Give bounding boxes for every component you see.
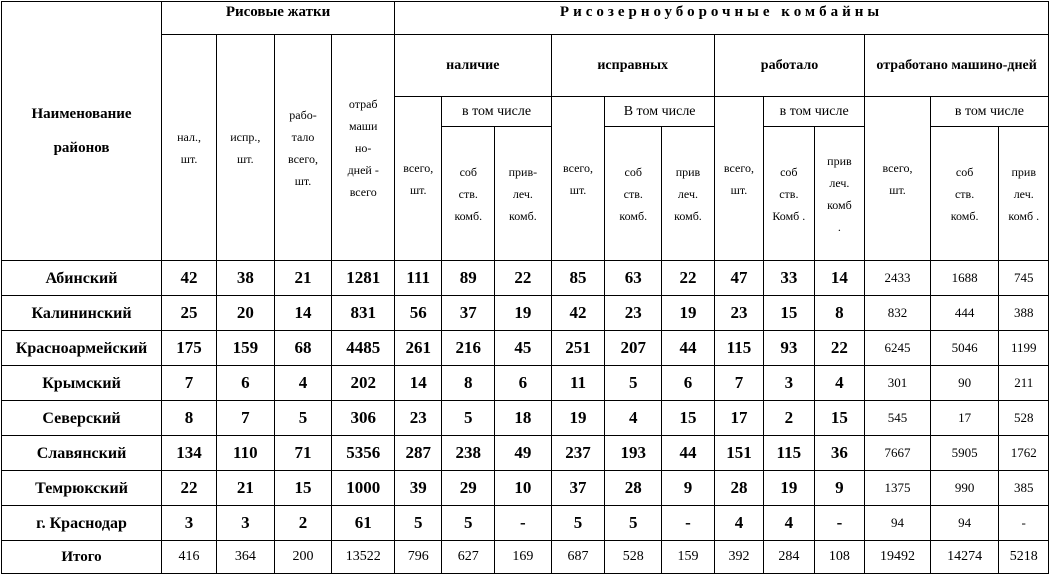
table-cell: 21: [274, 261, 332, 296]
district-name: Абинский: [2, 261, 162, 296]
name-column-header: Наименование районов: [2, 2, 162, 261]
table-cell: 9: [814, 471, 865, 506]
table-cell: 251: [551, 331, 605, 366]
table-cell: 39: [395, 471, 442, 506]
table-cell: 110: [217, 436, 275, 471]
table-cell: 4: [714, 506, 763, 541]
table-cell: 5905: [930, 436, 999, 471]
table-cell: 6245: [865, 331, 931, 366]
table-cell: 108: [814, 541, 865, 574]
table-row: [2, 331, 1049, 366]
table-cell: 18: [495, 401, 552, 436]
col-header-sobstv-2: соб ств. комб.: [605, 127, 662, 261]
table-cell: 3: [764, 366, 815, 401]
table-cell: 29: [442, 471, 495, 506]
table-cell: 68: [274, 331, 332, 366]
table-cell: 5: [274, 401, 332, 436]
col-header-ispr: испр., шт.: [217, 35, 275, 261]
table-cell: 207: [605, 331, 662, 366]
table-cell: 47: [714, 261, 763, 296]
table-row: [2, 401, 1049, 436]
col-header-vsego-1: всего, шт.: [395, 97, 442, 261]
table-cell: 19492: [865, 541, 931, 574]
table-cell: 5: [442, 401, 495, 436]
harvest-table: [1, 1, 1049, 574]
table-cell: 115: [714, 331, 763, 366]
table-cell: 831: [332, 296, 395, 331]
table-cell: 7667: [865, 436, 931, 471]
table-cell: 19: [551, 401, 605, 436]
table-cell: 4: [605, 401, 662, 436]
table-cell: 4: [274, 366, 332, 401]
table-cell: 1281: [332, 261, 395, 296]
table-cell: 94: [930, 506, 999, 541]
table-cell: 94: [865, 506, 931, 541]
col-header-rabotalo: рабо-тало всего, шт.: [274, 35, 332, 261]
table-cell: 23: [395, 401, 442, 436]
table-row: [2, 296, 1049, 331]
table-cell: 6: [217, 366, 275, 401]
table-cell: 388: [999, 296, 1049, 331]
table-cell: 28: [605, 471, 662, 506]
total-row: [2, 541, 1049, 574]
subgroup-nalichie: наличие: [395, 35, 552, 97]
table-cell: 22: [662, 261, 715, 296]
table-cell: 15: [662, 401, 715, 436]
table-cell: 89: [442, 261, 495, 296]
table-cell: 22: [162, 471, 217, 506]
table-row: [2, 506, 1049, 541]
district-name: Темрюкский: [2, 471, 162, 506]
col-header-nal: нал., шт.: [162, 35, 217, 261]
table-cell: 1199: [999, 331, 1049, 366]
table-cell: -: [495, 506, 552, 541]
table-cell: 4: [764, 506, 815, 541]
col-header-sobstv-1: соб ств. комб.: [442, 127, 495, 261]
table-cell: 23: [714, 296, 763, 331]
table-cell: 21: [217, 471, 275, 506]
table-cell: 392: [714, 541, 763, 574]
table-cell: 134: [162, 436, 217, 471]
col-header-sobstv-4: соб ств. комб.: [930, 127, 999, 261]
group-header-zhatki: Рисовые жатки: [162, 2, 395, 35]
col-header-privlech-4: прив леч. комб .: [999, 127, 1049, 261]
table-cell: 832: [865, 296, 931, 331]
table-cell: 4: [814, 366, 865, 401]
table-cell: 169: [495, 541, 552, 574]
table-cell: 5356: [332, 436, 395, 471]
district-name: Калининский: [2, 296, 162, 331]
table-cell: 528: [605, 541, 662, 574]
table-cell: 28: [714, 471, 763, 506]
col-header-vsego-2: всего, шт.: [551, 97, 605, 261]
table-cell: 687: [551, 541, 605, 574]
table-cell: 237: [551, 436, 605, 471]
total-label: Итого: [2, 541, 162, 574]
table-cell: 6: [662, 366, 715, 401]
table-cell: 200: [274, 541, 332, 574]
table-cell: 301: [865, 366, 931, 401]
table-cell: 211: [999, 366, 1049, 401]
table-cell: 5: [605, 366, 662, 401]
table-cell: 159: [217, 331, 275, 366]
table-cell: 115: [764, 436, 815, 471]
table-cell: 61: [332, 506, 395, 541]
table-cell: 796: [395, 541, 442, 574]
v-tom-chisle-3: в том числе: [764, 97, 865, 127]
district-name: Красноармейский: [2, 331, 162, 366]
table-cell: 444: [930, 296, 999, 331]
subgroup-rabotalo: работало: [714, 35, 864, 97]
col-header-sobstv-3: соб ств. Комб .: [764, 127, 815, 261]
table-cell: 15: [814, 401, 865, 436]
table-cell: 4485: [332, 331, 395, 366]
district-name: Крымский: [2, 366, 162, 401]
table-cell: 15: [274, 471, 332, 506]
table-cell: 5: [442, 506, 495, 541]
table-cell: 45: [495, 331, 552, 366]
district-name: Северский: [2, 401, 162, 436]
table-cell: 111: [395, 261, 442, 296]
table-cell: 49: [495, 436, 552, 471]
district-name: Славянский: [2, 436, 162, 471]
table-cell: 2: [764, 401, 815, 436]
table-cell: 17: [930, 401, 999, 436]
col-header-privlech-3: прив леч. комб .: [814, 127, 865, 261]
table-cell: 175: [162, 331, 217, 366]
table-cell: 7: [714, 366, 763, 401]
table-cell: 36: [814, 436, 865, 471]
v-tom-chisle-2: В том числе: [605, 97, 714, 127]
table-cell: 37: [442, 296, 495, 331]
table-cell: 44: [662, 331, 715, 366]
table-cell: 287: [395, 436, 442, 471]
v-tom-chisle-1: в том числе: [442, 97, 551, 127]
col-header-otrab: отраб маши но-дней - всего: [332, 35, 395, 261]
table-cell: 23: [605, 296, 662, 331]
v-tom-chisle-4: в том числе: [930, 97, 1048, 127]
table-cell: 745: [999, 261, 1049, 296]
table-cell: 63: [605, 261, 662, 296]
table-cell: 8: [442, 366, 495, 401]
table-cell: 19: [495, 296, 552, 331]
table-row: [2, 436, 1049, 471]
table-cell: 528: [999, 401, 1049, 436]
table-cell: -: [999, 506, 1049, 541]
table-cell: 1000: [332, 471, 395, 506]
table-cell: 364: [217, 541, 275, 574]
table-cell: 19: [662, 296, 715, 331]
table-cell: 25: [162, 296, 217, 331]
table-cell: -: [814, 506, 865, 541]
col-header-vsego-3: всего, шт.: [714, 97, 763, 261]
table-cell: 2433: [865, 261, 931, 296]
table-cell: 8: [814, 296, 865, 331]
table-cell: 11: [551, 366, 605, 401]
table-cell: 8: [162, 401, 217, 436]
table-cell: 17: [714, 401, 763, 436]
table-row: [2, 471, 1049, 506]
table-cell: 71: [274, 436, 332, 471]
table-cell: 261: [395, 331, 442, 366]
table-cell: 85: [551, 261, 605, 296]
table-cell: 5046: [930, 331, 999, 366]
table-cell: 1762: [999, 436, 1049, 471]
table-cell: 5218: [999, 541, 1049, 574]
table-cell: 5: [551, 506, 605, 541]
col-header-privlech-2: прив леч. комб.: [662, 127, 715, 261]
table-cell: 3: [162, 506, 217, 541]
table-cell: 416: [162, 541, 217, 574]
table-cell: 14274: [930, 541, 999, 574]
table-row: [2, 261, 1049, 296]
table-cell: 14: [814, 261, 865, 296]
table-cell: 990: [930, 471, 999, 506]
table-cell: 9: [662, 471, 715, 506]
table-cell: 202: [332, 366, 395, 401]
table-cell: 7: [217, 401, 275, 436]
table-cell: 385: [999, 471, 1049, 506]
subgroup-ispravnyh: исправных: [551, 35, 714, 97]
table-cell: 216: [442, 331, 495, 366]
table-cell: 7: [162, 366, 217, 401]
table-cell: 56: [395, 296, 442, 331]
table-cell: 1688: [930, 261, 999, 296]
table-body: [2, 261, 1049, 574]
table-cell: 238: [442, 436, 495, 471]
table-cell: 2: [274, 506, 332, 541]
table-cell: 93: [764, 331, 815, 366]
table-cell: 14: [274, 296, 332, 331]
table-cell: 627: [442, 541, 495, 574]
table-cell: 10: [495, 471, 552, 506]
table-cell: 37: [551, 471, 605, 506]
table-cell: 159: [662, 541, 715, 574]
table-cell: 1375: [865, 471, 931, 506]
district-name: г. Краснодар: [2, 506, 162, 541]
group-header-kombainy: Рисозерноуборочные комбайны: [395, 2, 1049, 35]
table-cell: 44: [662, 436, 715, 471]
table-cell: 193: [605, 436, 662, 471]
table-cell: 14: [395, 366, 442, 401]
table-cell: 19: [764, 471, 815, 506]
table-cell: 33: [764, 261, 815, 296]
table-cell: 38: [217, 261, 275, 296]
col-header-privlech-1: прив-леч. комб.: [495, 127, 552, 261]
table-cell: 42: [162, 261, 217, 296]
table-cell: 545: [865, 401, 931, 436]
table-cell: 20: [217, 296, 275, 331]
subgroup-otrabotano: отработано машино-дней: [865, 35, 1049, 97]
table-cell: 22: [495, 261, 552, 296]
table-cell: 284: [764, 541, 815, 574]
table-cell: 22: [814, 331, 865, 366]
table-cell: 151: [714, 436, 763, 471]
table-cell: 42: [551, 296, 605, 331]
table-cell: 90: [930, 366, 999, 401]
table-cell: 3: [217, 506, 275, 541]
table-cell: 15: [764, 296, 815, 331]
col-header-vsego-4: всего, шт.: [865, 97, 931, 261]
table-row: [2, 366, 1049, 401]
table-cell: 306: [332, 401, 395, 436]
table-cell: -: [662, 506, 715, 541]
table-cell: 6: [495, 366, 552, 401]
table-cell: 5: [395, 506, 442, 541]
table-cell: 13522: [332, 541, 395, 574]
table-cell: 5: [605, 506, 662, 541]
